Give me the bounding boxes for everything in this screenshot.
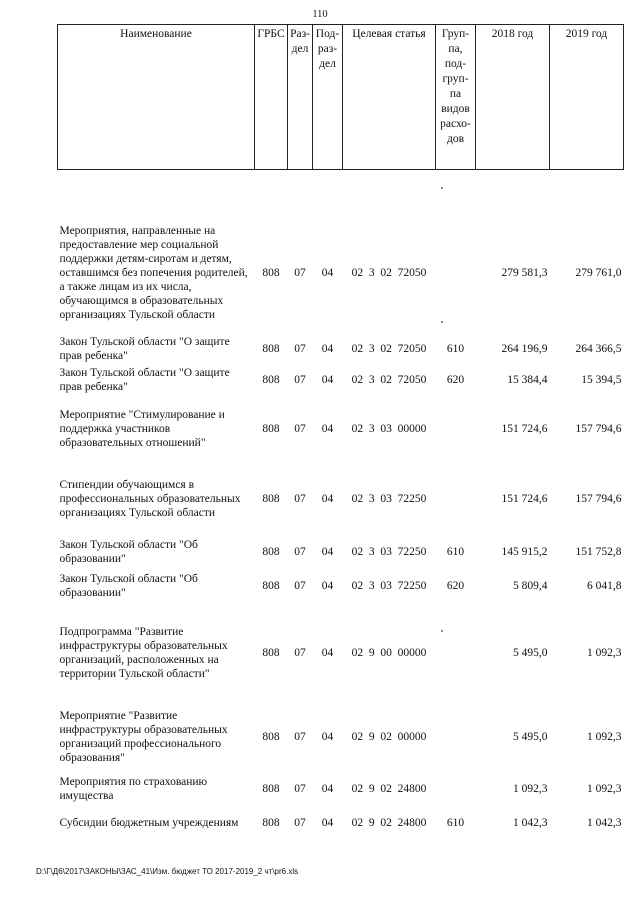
- cell-expense-group: 610: [446, 546, 465, 558]
- cell-razdel: 07: [294, 782, 306, 795]
- cell-grbs: 808: [262, 782, 280, 795]
- cell-razdel: 07: [294, 266, 306, 279]
- cell-expense-group: [436, 462, 476, 536]
- cell-2018: 264 196,9: [501, 342, 548, 355]
- cell-2018: 5 809,4: [513, 579, 548, 592]
- cell-expense-group: [436, 703, 476, 771]
- cell-expense-group: [436, 396, 476, 462]
- table-row: [58, 364, 624, 396]
- cell-expense-group: 620: [446, 579, 465, 592]
- scan-speck: [441, 321, 443, 323]
- file-path-footer: D:\Г\Д6\2017\ЗАКОНЫ\ЗАС_41\Изм. бюджет ТО 2017-2019_2 чт\pr6.xls: [36, 867, 299, 876]
- table-row: [58, 603, 624, 703]
- cell-name: Мероприятие "Стимулирование и поддержка участников образовательных отношений": [59, 408, 225, 449]
- cell-name: Закон Тульской области "Об образовании": [59, 572, 198, 599]
- cell-razdel: 07: [294, 579, 306, 592]
- cell-podrazdel: 04: [321, 730, 334, 743]
- cell-grbs: 808: [262, 342, 280, 355]
- cell-name: Субсидии бюджетным учреждениям: [59, 817, 239, 829]
- scan-speck: [441, 187, 443, 189]
- table-row: [58, 807, 624, 840]
- cell-2018: 5 495,0: [513, 730, 548, 743]
- cell-podrazdel: 04: [321, 546, 334, 558]
- cell-name: Мероприятия по страхованию имущества: [59, 775, 208, 802]
- cell-grbs: 808: [262, 546, 280, 558]
- cell-podrazdel: 04: [321, 817, 334, 829]
- table-row: [58, 334, 624, 364]
- table-row: [58, 569, 624, 603]
- cell-2019: 279 761,0: [575, 266, 622, 279]
- cell-razdel: 07: [294, 546, 306, 558]
- cell-name: Закон Тульской области "О защите прав ребенка": [59, 366, 230, 393]
- cell-podrazdel: 04: [321, 422, 334, 435]
- header-expense-group: Груп- па, под- груп- па видов расхо- дов: [436, 25, 476, 170]
- cell-grbs: 808: [262, 266, 280, 279]
- cell-expense-group: 610: [446, 342, 465, 355]
- cell-name: Закон Тульской области "О защите прав ребенка": [59, 335, 230, 362]
- header-year-2019: 2019 год: [550, 25, 624, 170]
- cell-target-article: 02 9 02 00000: [351, 730, 427, 743]
- header-podrazdel: Под- раз- дел: [313, 25, 343, 170]
- cell-2019: 1 092,3: [587, 646, 622, 659]
- cell-razdel: 07: [294, 422, 306, 435]
- cell-2019: 1 092,3: [587, 730, 622, 743]
- header-razdel: Раз- дел: [288, 25, 313, 170]
- cell-expense-group: [436, 603, 476, 703]
- cell-podrazdel: 04: [321, 492, 334, 505]
- cell-podrazdel: 04: [321, 646, 334, 659]
- cell-2019: 1 092,3: [587, 782, 622, 795]
- cell-razdel: 07: [294, 730, 306, 743]
- cell-2019: 157 794,6: [575, 422, 622, 435]
- cell-grbs: 808: [262, 492, 280, 505]
- cell-name: Подпрограмма "Развитие инфраструктуры образовательных организаций, расположенных на территории Тульской области": [59, 625, 228, 680]
- cell-2018: 1 092,3: [513, 782, 548, 795]
- cell-expense-group: 620: [446, 373, 465, 386]
- cell-grbs: 808: [262, 422, 280, 435]
- cell-target-article: 02 3 03 72250: [351, 546, 427, 558]
- header-year-2018: 2018 год: [476, 25, 550, 170]
- cell-podrazdel: 04: [321, 579, 334, 592]
- cell-target-article: 02 3 03 00000: [351, 422, 427, 435]
- header-name: Наименование: [58, 25, 255, 170]
- cell-2019: 157 794,6: [575, 492, 622, 505]
- cell-2018: 1 042,3: [513, 817, 548, 829]
- cell-target-article: 02 3 02 72050: [351, 342, 427, 355]
- table-row: [58, 396, 624, 462]
- cell-2018: 151 724,6: [501, 422, 548, 435]
- header-target-article: Целевая статья: [343, 25, 436, 170]
- table-row: [58, 771, 624, 807]
- cell-expense-group: [436, 771, 476, 807]
- cell-target-article: 02 3 03 72250: [351, 579, 427, 592]
- cell-name: Закон Тульской области "Об образовании": [59, 539, 198, 565]
- cell-name: Мероприятие "Развитие инфраструктуры образовательных организаций профессионального образования": [59, 709, 228, 764]
- cell-2018: 151 724,6: [501, 492, 548, 505]
- scan-speck: [441, 630, 443, 632]
- cell-2019: 15 394,5: [581, 373, 622, 386]
- cell-target-article: 02 3 02 72050: [351, 266, 427, 279]
- cell-podrazdel: 04: [321, 342, 334, 355]
- cell-grbs: 808: [262, 817, 280, 829]
- table-row: [58, 462, 624, 536]
- cell-2019: 6 041,8: [587, 579, 622, 592]
- cell-podrazdel: 04: [321, 782, 334, 795]
- cell-razdel: 07: [294, 342, 306, 355]
- cell-grbs: 808: [262, 730, 280, 743]
- table-row: [58, 170, 624, 334]
- cell-2018: 145 915,2: [501, 546, 548, 558]
- cell-podrazdel: 04: [321, 266, 334, 279]
- cell-grbs: 808: [262, 373, 280, 386]
- cell-expense-group: 610: [446, 817, 465, 829]
- cell-expense-group: [436, 170, 476, 334]
- cell-name: Стипендии обучающимся в профессиональных образовательных организациях Тульской области: [59, 478, 241, 519]
- cell-target-article: 02 9 02 24800: [351, 817, 427, 829]
- cell-razdel: 07: [294, 492, 306, 505]
- cell-grbs: 808: [262, 579, 280, 592]
- cell-2018: 279 581,3: [501, 266, 548, 279]
- header-grbs: ГРБС: [255, 25, 288, 170]
- cell-target-article: 02 9 02 24800: [351, 782, 427, 795]
- cell-target-article: 02 3 03 72250: [351, 492, 427, 505]
- table-row: [58, 703, 624, 771]
- header-row: [58, 25, 624, 170]
- cell-razdel: 07: [294, 373, 306, 386]
- budget-table: [57, 24, 624, 840]
- cell-name: Мероприятия, направленные на предоставление мер социальной поддержки детям-сиротам и детям, оставшимся без попечения родителей, а также лицам из их числа, обучающимся в образовательных организациях Тульской области: [59, 224, 248, 321]
- cell-2018: 15 384,4: [507, 373, 548, 386]
- cell-2019: 151 752,8: [575, 546, 622, 558]
- cell-razdel: 07: [294, 646, 306, 659]
- cell-grbs: 808: [262, 646, 280, 659]
- cell-2018: 5 495,0: [513, 646, 548, 659]
- cell-2019: 264 366,5: [575, 342, 622, 355]
- table-row: [58, 536, 624, 569]
- cell-podrazdel: 04: [321, 373, 334, 386]
- page-number: 110: [312, 9, 328, 20]
- cell-2019: 1 042,3: [587, 817, 622, 829]
- cell-target-article: 02 3 02 72050: [351, 373, 427, 386]
- cell-target-article: 02 9 00 00000: [351, 646, 427, 659]
- cell-razdel: 07: [294, 817, 306, 829]
